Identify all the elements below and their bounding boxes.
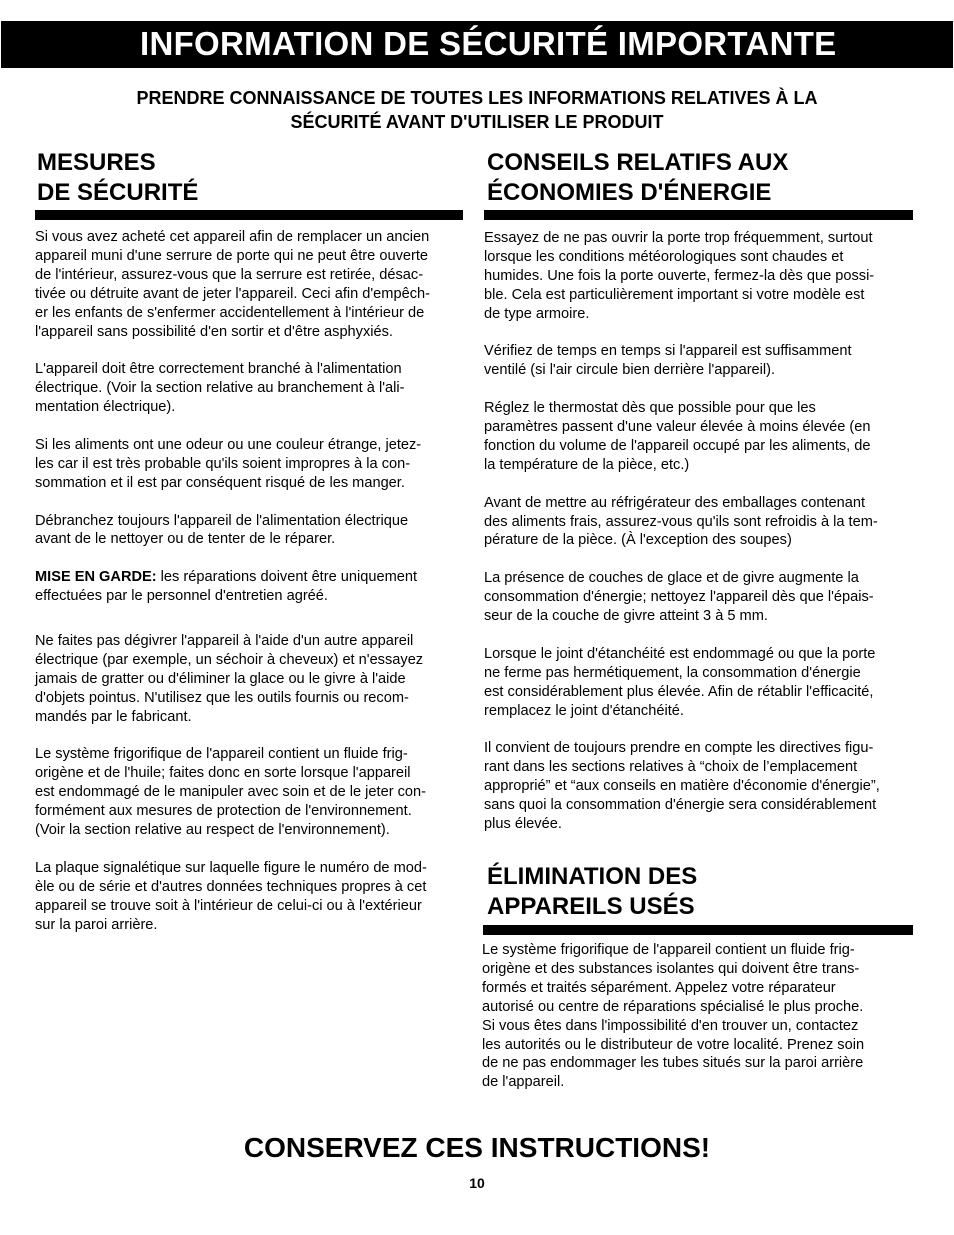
page-number: 10 [469, 1175, 485, 1191]
safety-paragraph: Le système frigorifique de l'appareil contient un fluide frig- origène et de l'huile; faites donc en sorte lorsque l'appareil est endommagé de le manipuler avec soin et de le jeter con- formément aux mesures de protection de l'environnement. (Voir la section relative au respect de l'environnement). [35, 746, 427, 839]
energy-paragraph: Lorsque le joint d'étanchéité est endommagé ou que la porte ne ferme pas hermétiquement, la consommation d'énergie est considérablement plus élevée. Afin de rétablir l'efficacité, remplacez le joint d'étanchéité. [484, 645, 876, 719]
safety-paragraph: Ne faites pas dégivrer l'appareil à l'aide d'un autre appareil électrique (par exemple, un séchoir à cheveux) et n'essayez jamais de gratter ou d'éliminer la glace ou le givre à l'aide d'objets pointus. N'utilisez que les outils fournis ou recom- mandés par le fabricant. [35, 633, 424, 725]
safety-paragraph: L'appareil doit être correctement branché à l'alimentation électrique. (Voir la section relative au branchement à l'ali- mentation électrique). [35, 361, 405, 416]
title-banner [1, 21, 953, 68]
safety-paragraph: La plaque signalétique sur laquelle figure le numéro de mod- èle ou de série et d'autres données techniques propres à cet appareil se trouve soit à l'intérieur de celui-ci ou à l'extérieur sur la paroi arrière. [35, 859, 427, 933]
page-title: INFORMATION DE SÉCURITÉ IMPORTANTE [140, 25, 837, 62]
energy-paragraph: Avant de mettre au réfrigérateur des emballages contenant des aliments frais, assurez-vous qu'ils sont refroidis à la tem- pérature de la pièce. (À l'exception des soupes) [484, 494, 878, 549]
energy-heading-rule [484, 210, 913, 220]
footer-title: CONSERVEZ CES INSTRUCTIONS! [243, 1132, 711, 1163]
energy-paragraph: La présence de couches de glace et de givre augmente la consommation d'énergie; nettoyez l'appareil dès que l'épais- seur de la couche de givre atteint 3 à 5 mm. [484, 570, 874, 625]
energy-paragraph: Vérifiez de temps en temps si l'appareil est suffisamment ventilé (si l'air circule bien derrière l'appareil). [484, 343, 852, 379]
energy-text [484, 229, 880, 834]
warning-paragraph: MISE EN GARDE: les réparations doivent être uniquement effectuées par le personnel d'entretien agréé. [35, 569, 418, 605]
disposal-heading: ÉLIMINATION DES APPAREILS USÉS [487, 863, 698, 920]
disposal-paragraph: Le système frigorifique de l'appareil contient un fluide frig- origène et des substances isolantes qui doivent être trans- formés et traités séparément. Appelez votre réparateur autorisé ou centre de réparations spécialisé le plus proche. Si vous êtes dans l'impossibilité d'en trouver un, contactez les autorités ou le distributeur de votre localité. Prenez soin de ne pas endommager les tubes situés sur la paroi arrière de l'appareil. [482, 942, 865, 1091]
disposal-text [482, 941, 864, 1092]
energy-heading: CONSEILS RELATIFS AUX ÉCONOMIES D'ÉNERGIE [487, 149, 789, 206]
safety-paragraph: Si vous avez acheté cet appareil afin de remplacer un ancien appareil muni d'une serrure de porte qui ne peut être ouverte de l'intérieur, assurez-vous que la serrure est retirée, désac- tivée ou détruite avant de jeter l'appareil. Ceci afin d'empêch- er les enfants de s'enfermer accidentellement à l'intérieur de l'appareil sans possibilité d'en sortir et d'être asphyxiés. [35, 229, 430, 340]
subtitle-line: PRENDRE CONNAISSANCE DE TOUTES LES INFORMATIONS RELATIVES À LA [136, 88, 818, 108]
safety-heading: MESURES DE SÉCURITÉ [37, 149, 199, 206]
safety-paragraph: Si les aliments ont une odeur ou une couleur étrange, jetez- les car il est très probable qu'ils soient impropres à la con- sommation et il est par conséquent risqué de les manger. [35, 436, 422, 491]
safety-paragraph: Débranchez toujours l'appareil de l'alimentation électrique avant de le nettoyer ou de tenter de le réparer. [35, 512, 409, 548]
safety-text [35, 228, 430, 935]
energy-paragraph: Essayez de ne pas ouvrir la porte trop fréquemment, surtout lorsque les conditions météorologiques sont chaudes et humides. Une fois la porte ouverte, fermez-la dès que possi- ble. Cela est particulièrement important si votre modèle est de type armoire. [484, 230, 875, 322]
energy-paragraph: Réglez le thermostat dès que possible pour que les paramètres passent d'une valeur élevée à moins élevée (en fonction du volume de l'appareil occupé par les aliments, de la température de la pièce, etc.) [484, 400, 871, 473]
safety-heading-rule [35, 210, 463, 220]
subtitle-line: SÉCURITÉ AVANT D'UTILISER LE PRODUIT [290, 112, 664, 132]
disposal-heading-rule [483, 925, 913, 935]
energy-paragraph: Il convient de toujours prendre en compte les directives figu- rant dans les sections relatives à “choix de l’emplacement approprié” et “aux conseils en matière d'économie d'énergie”, sans quoi la consommation d'énergie sera considérablement plus élevée. [484, 740, 880, 832]
warning-label: MISE EN GARDE: [35, 569, 157, 586]
subtitle [60, 86, 894, 134]
